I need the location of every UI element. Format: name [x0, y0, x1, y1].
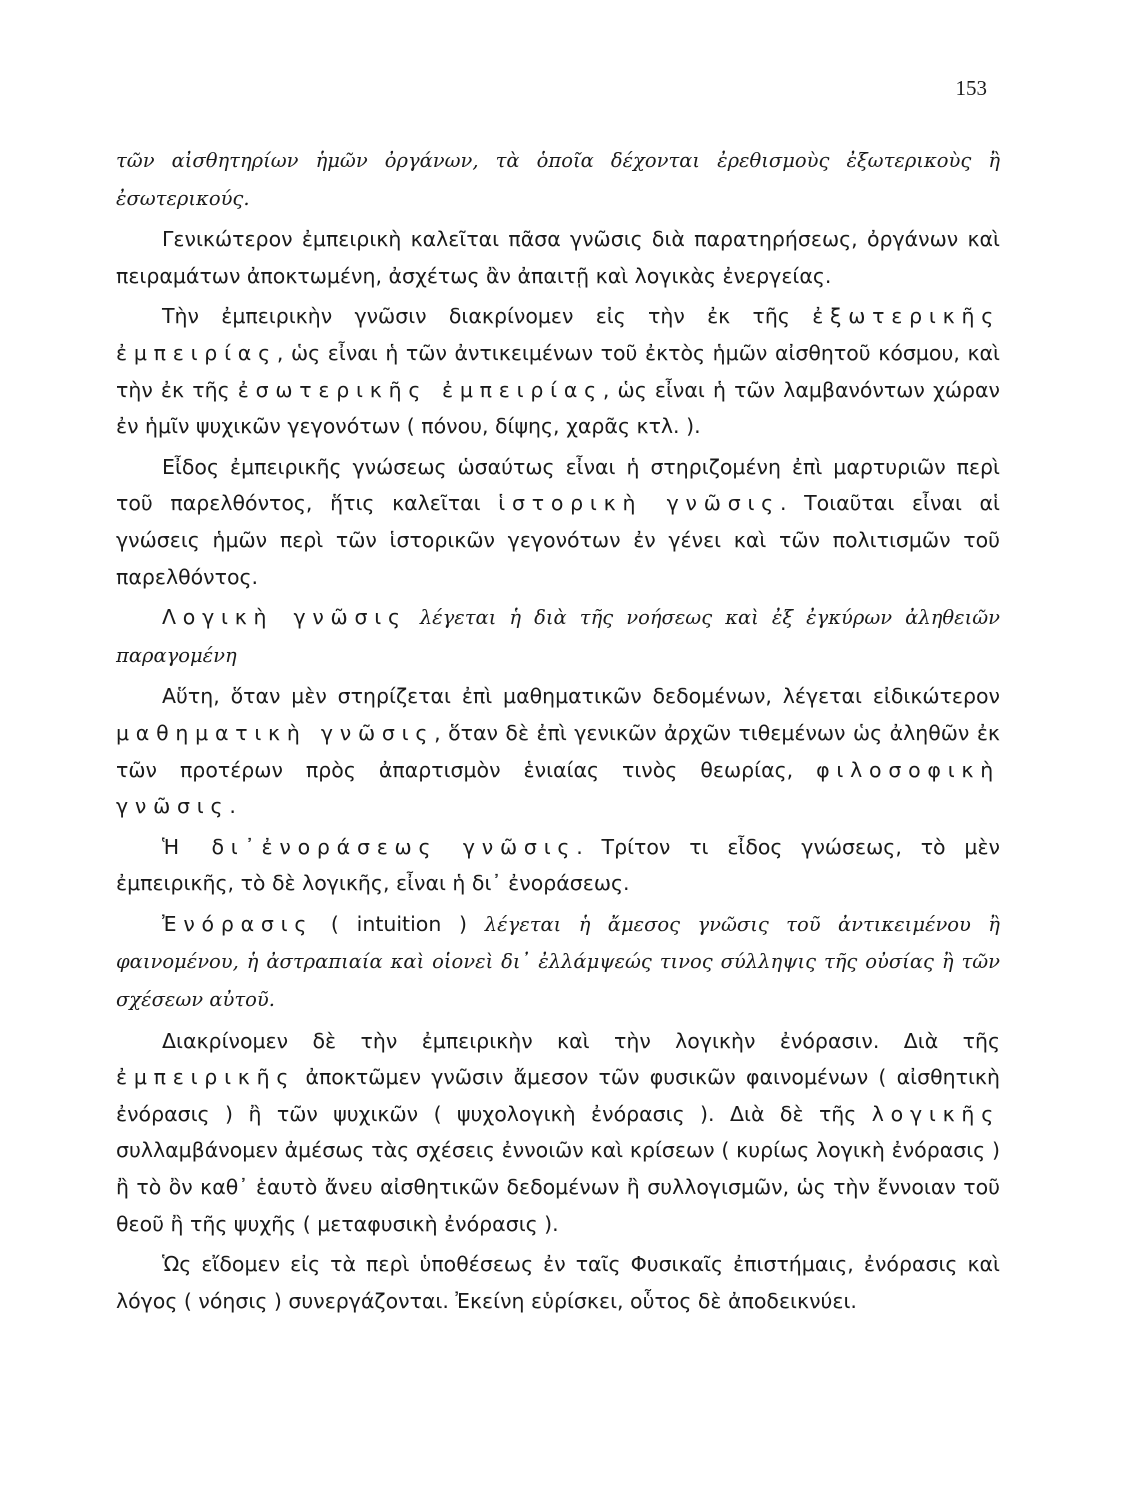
text-run: Ὡς εἴδομεν εἰς τὰ περὶ ὑποθέσεως ἐν ταῖς Φυσικαῖς ἐπιστήμαις, ἐνόρασις καὶ λόγος ( νόησις ) συνεργάζονται. Ἐκείνη εὑρίσκει, οὗτος δὲ ἀποδεικνύει.	[116, 1252, 1000, 1313]
text-run: Διακρίνομεν δὲ τὴν ἐμπειρικὴν καὶ τὴν λογικὴν ἐνόρασιν. Διὰ τῆς	[162, 1028, 1000, 1053]
italic-text: τῶν αἰσθητηρίων ἡμῶν ὀργάνων, τὰ ὁποῖα δέχονται ἐρεθισμοὺς ἐξωτερικοὺς ἢ ἐσωτερικούς.	[116, 149, 1000, 210]
spaced-term: Ἡ δι᾽ἐνοράσεως γνῶσις	[162, 834, 577, 859]
spaced-term: φιλοσοφικὴ γνῶσις	[116, 757, 1000, 819]
paragraph-1	[116, 142, 1000, 217]
paragraph-9	[116, 1023, 1000, 1243]
spaced-term: Ἐνόρασις	[162, 911, 314, 936]
text-run: . Τρίτον τι εἶδος γνώσεως, τὸ μὲν ἐμπειρικῆς, τὸ δὲ λογικῆς, εἶναι ἡ δι᾽ ἐνοράσεως.	[116, 834, 1000, 896]
text-run: Αὕτη, ὅταν μὲν στηρίζεται ἐπὶ μαθηματικῶν δεδομένων, λέγεται εἰδικώτερον	[162, 684, 1000, 709]
paragraph-8	[116, 906, 1000, 1019]
text-run: . Τοιαῦται εἶναι αἱ γνώσεις ἡμῶν περὶ τῶν ἱστορικῶν γεγονότων ἐν γένει καὶ τῶν πολιτισμῶν τοῦ παρελθόντος.	[116, 491, 1000, 589]
body-text	[116, 142, 1000, 1323]
text-run: ἀποκτῶμεν γνῶσιν ἄμεσον τῶν φυσικῶν φαινομένων ( αἰσθητικὴ ἐνόρασις ) ἢ τῶν ψυχικῶν ( ψυχολογικὴ ἐνόρασις ). Διὰ δὲ τῆς	[116, 1065, 1000, 1126]
paragraph-5	[116, 599, 1000, 674]
spaced-term: ἐσωτερικῆς ἐμπειρίας	[237, 377, 603, 402]
italic-text: λέγεται ἡ διὰ τῆς νοήσεως καὶ ἐξ ἐγκύρων ἀληθειῶν παραγομένη	[116, 606, 1000, 667]
text-run: , ὡς εἶναι ἡ τῶν ἀντικειμένων τοῦ ἐκτὸς ἡμῶν αἰσθητοῦ κόσμου, καὶ τὴν ἐκ τῆς	[116, 340, 1000, 402]
spaced-term: ἱστορικὴ γνῶσις	[498, 491, 780, 516]
text-run: , ὅταν δὲ ἐπὶ γενικῶν ἀρχῶν τιθεμένων ὡς ἀληθῶν ἐκ τῶν προτέρων πρὸς ἀπαρτισμὸν ἑνιαίας τινὸς θεωρίας,	[116, 720, 1000, 782]
spaced-term: ἐξωτερικῆς ἐμπειρίας	[116, 304, 1000, 365]
italic-text: λέγεται ἡ ἄμεσος γνῶσις τοῦ ἀντικειμένου ἢ φαινομένου, ἡ ἀστραπιαία καὶ οἱονεὶ δι᾽ ἐλλάμψεώς τινος σύλληψις τῆς οὐσίας ἢ τῶν σχέσεων αὐτοῦ.	[116, 912, 1000, 1012]
text-run: Εἶδος ἐμπειρικῆς γνώσεως ὡσαύτως εἶναι ἡ στηριζομένη ἐπὶ μαρτυριῶν περὶ τοῦ παρελθόντος, ἥτις καλεῖται	[116, 454, 1000, 516]
spaced-term: μαθηματικὴ γνῶσις	[116, 720, 435, 745]
text-run: Τὴν ἐμπειρικὴν γνῶσιν διακρίνομεν εἰς τὴν ἐκ τῆς	[162, 304, 813, 329]
paragraph-3	[116, 298, 1000, 444]
spaced-term: Λογικὴ γνῶσις	[162, 605, 407, 630]
text-run: συλλαμβάνομεν ἀμέσως τὰς σχέσεις ἐννοιῶν καὶ κρίσεων ( κυρίως λογικὴ ἐνόρασις ) ἢ τὸ ὂν καθ᾽ ἑαυτὸ ἄνευ αἰσθητικῶν δεδομένων ἢ συλλογισμῶν, ὡς τὴν ἔννοιαν τοῦ θεοῦ ἢ τῆς ψυχῆς ( μεταφυσικὴ ἐνόρασις ).	[116, 1138, 1000, 1236]
spaced-term: λογικῆς	[871, 1101, 1000, 1126]
paragraph-7	[116, 829, 1000, 902]
paragraph-4	[116, 449, 1000, 595]
spaced-term: ἐμπειρικῆς	[116, 1065, 296, 1090]
page-number: 153	[955, 76, 987, 100]
text-run: Γενικώτερον ἐμπειρικὴ καλεῖται πᾶσα γνῶσις διὰ παρατηρήσεως, ὀργάνων καὶ πειραμάτων ἀποκτωμένη, ἀσχέτως ἂν ἀπαιτῇ καὶ λογικὰς ἐνεργείας.	[116, 227, 1000, 288]
paragraph-2	[116, 221, 1000, 294]
paragraph-10	[116, 1246, 1000, 1319]
text-run: ( intuition )	[313, 911, 485, 936]
text-run: .	[229, 794, 236, 819]
paragraph-6	[116, 678, 1000, 824]
text-run: , ὡς εἶναι ἡ τῶν λαμβανόντων χώραν ἐν ἡμῖν ψυχικῶν γεγονότων ( πόνου, δίψης, χαρᾶς κτλ. ).	[116, 377, 1000, 439]
